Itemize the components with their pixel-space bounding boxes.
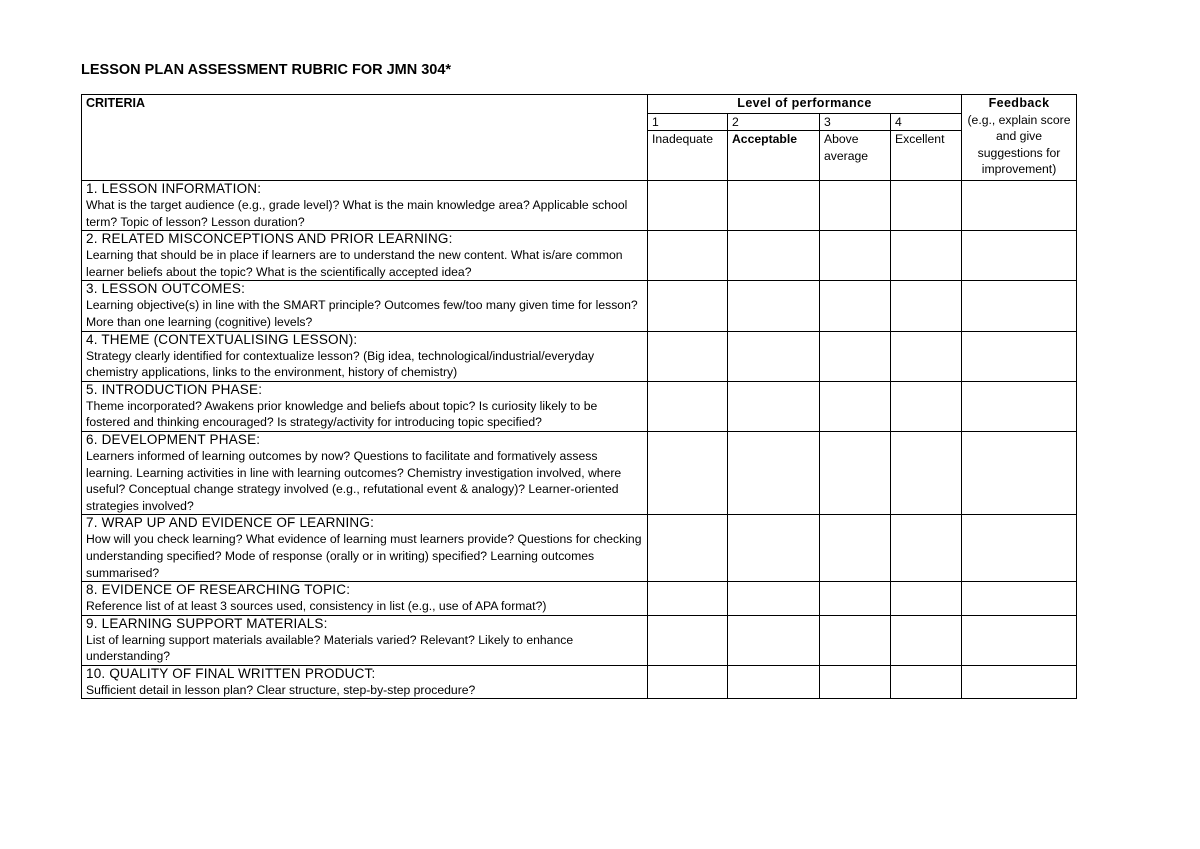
score-cell bbox=[728, 582, 820, 616]
score-cell bbox=[891, 181, 962, 231]
feedback-title: Feedback bbox=[988, 96, 1050, 110]
criterion-cell bbox=[82, 181, 648, 231]
criterion-description: How will you check learning? What evidence of learning must learners provide? Questions for checking understanding specified? Mode of response (orally or in writing) specified? Learning outcomes summarised? bbox=[86, 532, 642, 580]
score-cell bbox=[648, 381, 728, 431]
criterion-title: 1. LESSON INFORMATION: bbox=[86, 181, 262, 196]
feedback-cell bbox=[962, 582, 1077, 616]
feedback-cell bbox=[962, 665, 1077, 699]
criterion-row bbox=[82, 381, 1077, 431]
score-cell bbox=[891, 515, 962, 582]
criterion-description: What is the target audience (e.g., grade level)? What is the main knowledge area? Applicable school term? Topic of lesson? Lesson duration? bbox=[86, 198, 628, 229]
criterion-title: 3. LESSON OUTCOMES: bbox=[86, 281, 246, 297]
criterion-description: List of learning support materials available? Materials varied? Relevant? Likely to enhance understanding? bbox=[86, 632, 574, 664]
criterion-cell bbox=[82, 331, 648, 381]
score-cell bbox=[728, 181, 820, 231]
criterion-cell bbox=[82, 665, 648, 699]
score-cell bbox=[891, 582, 962, 616]
score-cell bbox=[891, 615, 962, 665]
score-cell bbox=[891, 331, 962, 381]
criterion-cell bbox=[82, 615, 648, 665]
level-label: Acceptable bbox=[728, 131, 820, 181]
score-cell bbox=[648, 615, 728, 665]
score-cell bbox=[648, 331, 728, 381]
score-cell bbox=[820, 431, 891, 514]
feedback-cell bbox=[962, 381, 1077, 431]
score-cell bbox=[728, 665, 820, 699]
feedback-cell bbox=[962, 331, 1077, 381]
criterion-title: 6. DEVELOPMENT PHASE: bbox=[86, 431, 261, 447]
level-number: 1 bbox=[648, 114, 728, 131]
feedback-cell bbox=[962, 515, 1077, 582]
score-cell bbox=[820, 582, 891, 616]
score-cell bbox=[891, 665, 962, 699]
criterion-row bbox=[82, 281, 1077, 331]
score-cell bbox=[891, 231, 962, 281]
criterion-row bbox=[82, 181, 1077, 231]
score-cell bbox=[891, 281, 962, 331]
score-cell bbox=[728, 615, 820, 665]
criterion-title: 9. LEARNING SUPPORT MATERIALS: bbox=[86, 615, 328, 631]
score-cell bbox=[648, 181, 728, 231]
criterion-row bbox=[82, 665, 1077, 699]
score-cell bbox=[891, 431, 962, 514]
criterion-cell bbox=[82, 431, 648, 514]
score-cell bbox=[891, 381, 962, 431]
criterion-description: Learning that should be in place if learners are to understand the new content. What is/are common learner beliefs about the topic? What is the scientifically accepted idea? bbox=[86, 248, 623, 279]
level-of-performance-header: Level of performance bbox=[648, 95, 962, 114]
feedback-cell bbox=[962, 281, 1077, 331]
score-cell bbox=[820, 665, 891, 699]
criterion-description: Learning objective(s) in line with the SMART principle? Outcomes few/too many given time for lesson? More than one learning (cognitive) levels? bbox=[86, 298, 638, 329]
rubric-header bbox=[82, 95, 1077, 181]
score-cell bbox=[728, 231, 820, 281]
criterion-title: 10. QUALITY OF FINAL WRITTEN PRODUCT: bbox=[86, 665, 376, 681]
level-label: Above average bbox=[820, 131, 891, 181]
score-cell bbox=[820, 231, 891, 281]
feedback-cell bbox=[962, 231, 1077, 281]
criterion-row bbox=[82, 515, 1077, 582]
criterion-cell bbox=[82, 231, 648, 281]
feedback-header bbox=[962, 95, 1077, 181]
level-label: Inadequate bbox=[648, 131, 728, 181]
score-cell bbox=[648, 281, 728, 331]
score-cell bbox=[820, 615, 891, 665]
score-cell bbox=[728, 515, 820, 582]
criterion-description: Theme incorporated? Awakens prior knowledge and beliefs about topic? Is curiosity likely to be fostered and thinking encouraged? Is strategy/activity for introducing topic specified? bbox=[86, 398, 598, 430]
score-cell bbox=[648, 231, 728, 281]
score-cell bbox=[820, 181, 891, 231]
score-cell bbox=[728, 281, 820, 331]
level-number: 3 bbox=[820, 114, 891, 131]
rubric-body bbox=[82, 181, 1077, 699]
feedback-note: (e.g., explain score and give suggestions for improvement) bbox=[967, 112, 1071, 176]
level-number: 4 bbox=[891, 114, 962, 131]
level-number: 2 bbox=[728, 114, 820, 131]
score-cell bbox=[728, 381, 820, 431]
criterion-title: 2. RELATED MISCONCEPTIONS AND PRIOR LEARNING: bbox=[86, 231, 453, 247]
score-cell bbox=[648, 582, 728, 616]
rubric-table bbox=[81, 94, 1077, 699]
criterion-row bbox=[82, 331, 1077, 381]
score-cell bbox=[728, 431, 820, 514]
score-cell bbox=[648, 515, 728, 582]
score-cell bbox=[820, 331, 891, 381]
criterion-row bbox=[82, 231, 1077, 281]
criterion-title: 4. THEME (CONTEXTUALISING LESSON): bbox=[86, 331, 358, 347]
criterion-description: Strategy clearly identified for contextualize lesson? (Big idea, technological/industrial/everyday chemistry applications, links to the environment, history of chemistry) bbox=[86, 348, 595, 380]
score-cell bbox=[820, 515, 891, 582]
score-cell bbox=[820, 281, 891, 331]
score-cell bbox=[820, 381, 891, 431]
criterion-cell bbox=[82, 515, 648, 582]
criterion-row bbox=[82, 431, 1077, 514]
document-title: LESSON PLAN ASSESSMENT RUBRIC FOR JMN 304* bbox=[81, 62, 452, 78]
score-cell bbox=[728, 331, 820, 381]
criterion-title: 5. INTRODUCTION PHASE: bbox=[86, 381, 263, 397]
feedback-cell bbox=[962, 615, 1077, 665]
criterion-title: 8. EVIDENCE OF RESEARCHING TOPIC: bbox=[86, 582, 351, 598]
criterion-cell bbox=[82, 281, 648, 331]
criterion-description: Reference list of at least 3 sources used, consistency in list (e.g., use of APA format?) bbox=[86, 599, 547, 614]
criterion-description: Learners informed of learning outcomes by now? Questions to facilitate and formatively assess learning. Learning activities in line with learning outcomes? Chemistry investigation involved, where useful? Conceptual change strategy involved (e.g., refutational event & analogy)? Learner-oriented strategies involved? bbox=[86, 448, 622, 513]
criterion-cell bbox=[82, 582, 648, 616]
criterion-title: 7. WRAP UP AND EVIDENCE OF LEARNING: bbox=[86, 515, 375, 531]
feedback-cell bbox=[962, 181, 1077, 231]
criterion-row bbox=[82, 615, 1077, 665]
feedback-cell bbox=[962, 431, 1077, 514]
criterion-row bbox=[82, 582, 1077, 616]
level-label: Excellent bbox=[891, 131, 962, 181]
criterion-cell bbox=[82, 381, 648, 431]
score-cell bbox=[648, 665, 728, 699]
score-cell bbox=[648, 431, 728, 514]
criteria-header: CRITERIA bbox=[82, 95, 648, 181]
criterion-description: Sufficient detail in lesson plan? Clear structure, step-by-step procedure? bbox=[86, 682, 476, 697]
